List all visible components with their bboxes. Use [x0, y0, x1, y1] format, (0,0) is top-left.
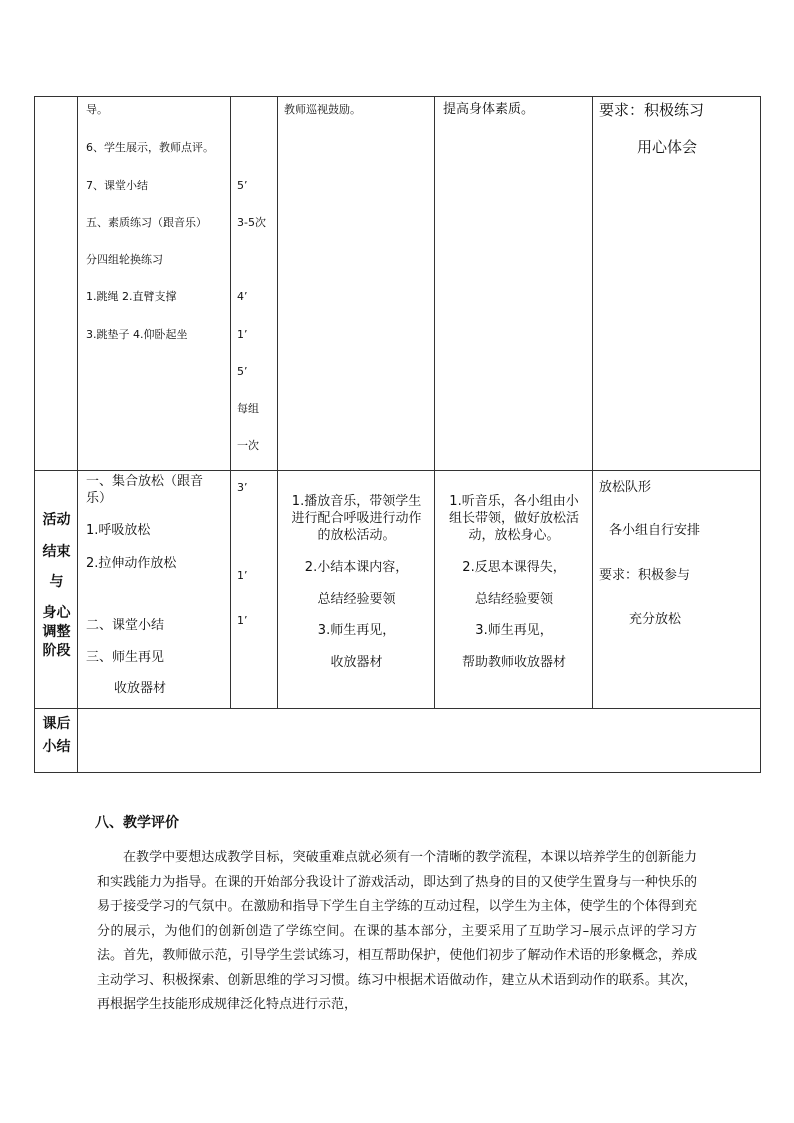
content-line: 1.跳绳 2.直臂支撑 [86, 290, 177, 303]
lesson-plan-table [34, 96, 761, 773]
student-line: 1.听音乐，各小组由小 [449, 494, 579, 509]
teacher-line: 收放器材 [330, 655, 383, 670]
teacher-line: 1.播放音乐，带领学生 [291, 494, 422, 509]
content-line: 乐） [86, 491, 113, 506]
stage-label: 与 [49, 574, 64, 590]
teacher-line: 3.师生再见， [317, 623, 396, 638]
time-line: 1’ [237, 569, 248, 582]
table-row [35, 97, 761, 471]
stage-label: 调整 [42, 624, 71, 640]
content-cell [78, 471, 231, 709]
org-line: 各小组自行安排 [609, 523, 701, 538]
content-line: 6、学生展示，教师点评。 [86, 141, 214, 154]
stage-cell [35, 709, 78, 773]
stage-label: 小结 [42, 739, 71, 755]
time-line: 1’ [237, 328, 248, 341]
content-line: 五、素质练习（跟音乐） [86, 216, 207, 229]
stage-cell [35, 97, 78, 471]
stage-label: 活动 [42, 512, 71, 528]
table-row [35, 709, 761, 773]
time-line: 5’ [237, 179, 248, 192]
stage-label: 课后 [42, 716, 71, 732]
stage-label: 阶段 [42, 643, 71, 659]
student-line: 2.反思本课得失， [462, 560, 566, 575]
content-line: 3.跳垫子 4.仰卧起坐 [86, 328, 188, 341]
student-line: 3.师生再见， [475, 623, 553, 638]
teacher-text: 教师巡视鼓励。 [284, 103, 361, 116]
time-line: 1’ [237, 614, 248, 627]
time-line: 4’ [237, 290, 248, 303]
org-line: 要求：积极参与 [599, 568, 691, 583]
content-line: 1.呼吸放松 [86, 523, 151, 538]
content-line: 2.拉伸动作放松 [86, 556, 177, 571]
organization-cell [593, 471, 761, 709]
time-cell [231, 471, 278, 709]
content-line: 收放器材 [114, 681, 167, 696]
requirement-line: 用心体会 [637, 138, 698, 156]
student-line: 组长带领，做好放松活 [448, 511, 579, 526]
teacher-cell [278, 471, 435, 709]
time-line: 每组 [237, 402, 259, 415]
teacher-line: 2.小结本课内容， [304, 560, 409, 575]
requirement-line: 要求：积极练习 [599, 101, 705, 119]
teacher-line: 进行配合呼吸进行动作 [291, 511, 422, 526]
student-cell [435, 97, 593, 471]
time-line: 3-5次 [237, 216, 266, 229]
stage-label: 身心 [42, 605, 71, 621]
content-line: 分四组轮换练习 [86, 253, 163, 266]
content-cell [78, 97, 231, 471]
requirement-cell [593, 97, 761, 471]
org-line: 放松队形 [599, 480, 652, 495]
content-line: 一、集合放松（跟音 [86, 474, 204, 489]
student-line: 动，放松身心。 [468, 528, 560, 543]
content-line: 导。 [86, 103, 108, 116]
summary-cell [78, 709, 761, 773]
section-title: 八、教学评价 [95, 815, 179, 831]
student-cell [435, 471, 593, 709]
time-line: 5’ [237, 365, 248, 378]
stage-label: 结束 [42, 544, 71, 560]
content-line: 二、课堂小结 [86, 618, 165, 633]
student-line: 帮助教师收放器材 [461, 655, 566, 670]
time-cell [231, 97, 278, 471]
org-line: 充分放松 [629, 612, 682, 627]
stage-cell [35, 471, 78, 709]
content-line: 7、课堂小结 [86, 179, 148, 192]
teacher-line: 总结经验要领 [317, 592, 396, 607]
time-line: 3’ [237, 481, 248, 494]
teacher-line: 的放松活动。 [317, 528, 396, 543]
student-line: 总结经验要领 [474, 592, 553, 607]
time-line: 一次 [237, 439, 259, 452]
evaluation-paragraph: 在教学中要想达成教学目标，突破重难点就必须有一个清晰的教学流程，本课以培养学生的创新能力和实践能力为指导。在课的开始部分我设计了游戏活动，即达到了热身的目的又使学生置身与一种快乐的易于接受学习的气氛中。在激励和指导下学生自主学练的互动过程，以学生为主体，使学生的个体得到充分的展示，为他们的创新创造了学练空间。在课的基本部分，主要采用了互助学习–展示点评的学习方法。首先，教师做示范，引导学生尝试练习，相互帮助保护，使他们初步了解动作术语的形象概念，养成主动学习、积极探索、创新思维的学习习惯。练习中根据术语做动作，建立从术语到动作的联系。其次，再根据学生技能形成规律泛化特点进行示范， [97, 850, 697, 1012]
teacher-cell [278, 97, 435, 471]
content-line: 三、师生再见 [86, 650, 165, 665]
table-row [35, 471, 761, 709]
student-text: 提高身体素质。 [443, 102, 535, 117]
